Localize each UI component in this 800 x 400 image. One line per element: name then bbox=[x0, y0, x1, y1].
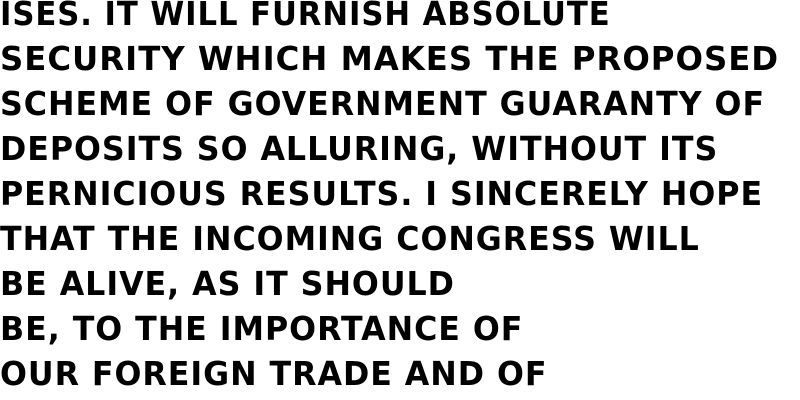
text-line: PERNICIOUS RESULTS. I SINCERELY HOPE bbox=[0, 174, 764, 213]
text-line: SCHEME OF GOVERNMENT GUARANTY OF bbox=[0, 84, 766, 123]
text-line: ISES. IT WILL FURNISH ABSOLUTE bbox=[0, 0, 611, 33]
text-line: BE, TO THE IMPORTANCE OF bbox=[0, 309, 524, 348]
text-line: THAT THE INCOMING CONGRESS WILL bbox=[0, 219, 700, 258]
text-line: SECURITY WHICH MAKES THE PROPOSED bbox=[0, 39, 780, 78]
text-line: BE ALIVE, AS IT SHOULD bbox=[0, 264, 455, 303]
text-line: OUR FOREIGN TRADE AND OF bbox=[0, 354, 548, 393]
text-line: DEPOSITS SO ALLURING, WITHOUT ITS bbox=[0, 129, 719, 168]
